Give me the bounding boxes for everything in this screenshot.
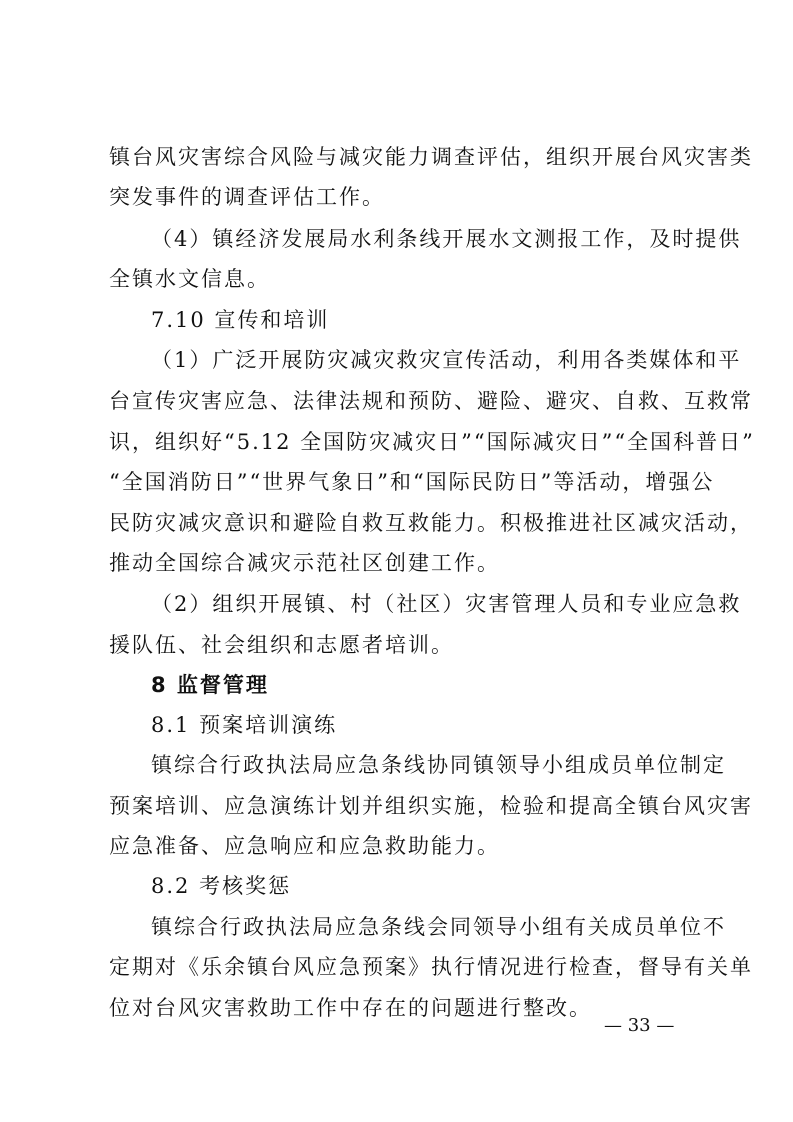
- body-text-line: 识，组织好“5.12 全国防灾减灾日”“国际减灾日”“全国科普日”: [109, 430, 755, 454]
- body-text-line: 民防灾减灾意识和避险自救互救能力。积极推进社区减灾活动，: [109, 511, 753, 535]
- page-number: — 33 —: [604, 1015, 675, 1036]
- body-text-line: 突发事件的调查评估工作。: [109, 185, 385, 209]
- body-text-line: 推动全国综合减灾示范社区创建工作。: [109, 551, 500, 575]
- section-heading-8: 8 监督管理: [151, 673, 269, 697]
- body-text-line: 预案培训、应急演练计划并组织实施，检验和提高全镇台风灾害: [109, 794, 753, 818]
- body-text-line: 镇综合行政执法局应急条线协同镇领导小组成员单位制定: [151, 753, 726, 777]
- body-text-line: （1）广泛开展防灾减灾救灾宣传活动，利用各类媒体和平: [151, 348, 742, 372]
- body-text-line: 位对台风灾害救助工作中存在的问题进行整改。: [109, 996, 592, 1020]
- section-heading-7-10: 7.10 宣传和培训: [151, 308, 330, 332]
- body-text-line: 定期对《乐余镇台风应急预案》执行情况进行检查，督导有关单: [109, 955, 753, 979]
- body-text-line: 镇综合行政执法局应急条线会同领导小组有关成员单位不: [151, 915, 726, 939]
- body-text-line: 援队伍、社会组织和志愿者培训。: [109, 633, 454, 657]
- body-text-line: （2）组织开展镇、村（社区）灾害管理人员和专业应急救: [151, 592, 742, 616]
- body-text-line: “全国消防日”“世界气象日”和“国际民防日”等活动，增强公: [109, 470, 715, 494]
- body-text-line: （4）镇经济发展局水利条线开展水文测报工作，及时提供: [151, 227, 742, 251]
- body-text-line: 台宣传灾害应急、法律法规和预防、避险、避灾、自救、互救常: [109, 389, 753, 413]
- section-heading-8-2: 8.2 考核奖惩: [151, 874, 292, 898]
- section-heading-8-1: 8.1 预案培训演练: [151, 713, 338, 737]
- body-text-line: 全镇水文信息。: [109, 267, 270, 291]
- body-text-line: 应急准备、应急响应和应急救助能力。: [109, 834, 500, 858]
- body-text-line: 镇台风灾害综合风险与减灾能力调查评估，组织开展台风灾害类: [109, 145, 753, 169]
